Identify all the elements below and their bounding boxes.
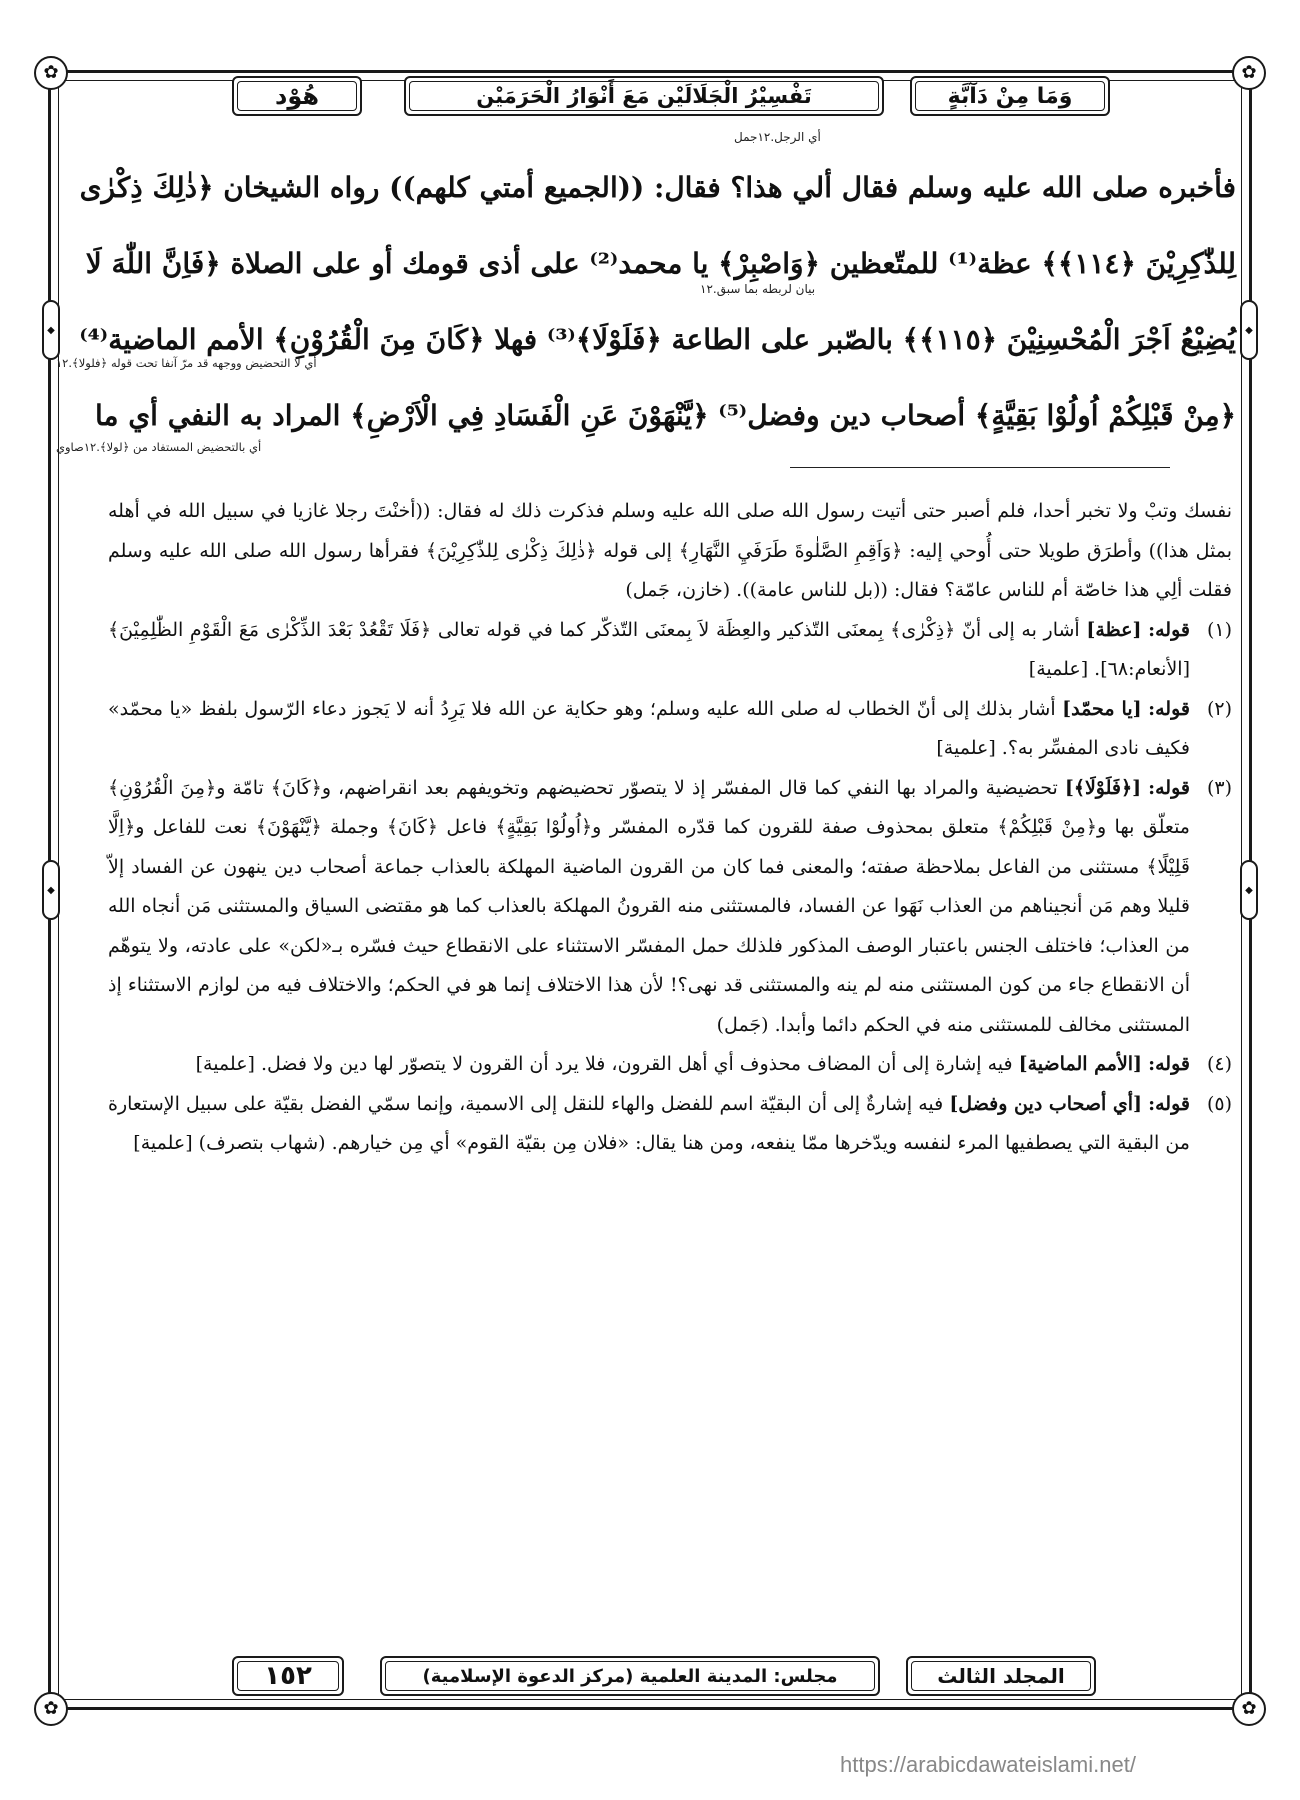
footnote-lead: قوله: [1148, 697, 1190, 720]
footnote-lead: قوله: [1148, 1053, 1190, 1075]
footnote-item [108, 1045, 1232, 1085]
footnote-item [108, 769, 1232, 1046]
corner-ornament-bottom-left: ✿ [34, 1692, 68, 1726]
gloss-note-1: أي الرجل.١٢جمل [734, 130, 821, 144]
footer-page-number [232, 1656, 344, 1696]
footnote-lemma: [الأمم الماضية] [1018, 1053, 1143, 1075]
footnote-lead: قوله: [1148, 776, 1190, 799]
footnote-item [108, 690, 1232, 769]
footnote-body [108, 611, 1190, 690]
footnote-number: (٢) [1206, 697, 1232, 720]
header-title-text: تَفْسِيْرُ الْجَلَالَيْن مَعَ أَنْوَارُ الْحَرَمَيْن [476, 84, 812, 108]
footnote-body [108, 690, 1190, 769]
footnote-number: (١) [1206, 618, 1232, 641]
footer-publisher [380, 1656, 880, 1696]
corner-ornament-top-right: ✿ [1232, 56, 1266, 90]
footnote-number: (٥) [1206, 1092, 1232, 1115]
footnote-lemma: [﴿فَلَوْلَا﴾] [1064, 776, 1142, 799]
intro-paragraph: نفسك وتبْ ولا تخبر أحدا، فلم أصبر حتى أتيت رسول الله صلى الله عليه وسلم فذكرت ذلك له فقال: ((أخنْتَ رجلا غازيا في سبيل الله في أهله بمثل هذا)) وأطرَق طويلا حتى أُوحي إليه: ﴿وَاَقِمِ الصَّلٰوةَ طَرَفَيِ النَّهَارِ﴾ إلى قوله ﴿ذٰلِكَ ذِكْرٰى لِلذّٰكِرِيْنَ﴾ فقرأها رسول الله صلى الله عليه وسلم فقلت ألِي هذا خاصّة أم للناس عامّة؟ فقال: ((بل للناس عامة)). (خازن، جَمل) [108, 500, 1232, 601]
footnote-text: تحضيضية والمراد بها النفي كما قال المفسّر إذ لا يتصوّر تحضيضهم وتخويفهم بعد انقراضهم، و﴿كَانَ﴾ تامّة و﴿مِنَ الْقُرُوْنِ﴾ متعلّق بها و﴿مِنْ قَبْلِكُمْ﴾ متعلق بمحذوف صفة للقرون كما قدّره المفسّر و﴿اُولُوْا بَقِيَّةٍ﴾ فاعل ﴿كَانَ﴾ وجملة ﴿يَّنْهَوْنَ﴾ نعت للفاعل و﴿اِلَّا قَلِيْلًا﴾ مستثنى من الفاعل بملاحظة صفته؛ والمعنى فما كان من القرون الماضية المهلكة بالعذاب جماعة أصحاب دين ينهون عن الفساد إلاّ قليلا وهم مَن أنجيناهم من العذاب نَهَوا عن الفساد، فالمستثنى منه القرونُ المهلكة بالعذاب كما هو مقتضى السياق والمستثنى مَن أنجاه الله من العذاب؛ فاختلف الجنس باعتبار الوصف المذكور فلذلك حمل المفسّر الاستثناء على الانقطاع حيث فسّره بـ«لكن» على عادته، ولا يتوهّم أن الانقطاع جاء من كون المستثنى منه لم ينه والمستثنى قد نهى؟! لأن هذا الاختلاف إنما هو في الحكم؛ والاختلاف فيه من لوازم الاستثناء إذ المستثنى مخالف للمستثنى منه في الحكم دائما وأبدا. (جَمل) [108, 776, 1190, 1036]
main-line-1: فأخبره صلى الله عليه وسلم فقال ألي هذا؟ فقال: ((الجميع أمتي كلهم)) رواه الشيخان ﴿ذٰلِكَ ذِكْرٰى [79, 171, 1236, 204]
gloss-note-4: أي بالتحضيض المستفاد من ﴿لولا﴾.١٢صاوي [56, 440, 262, 454]
side-ornament-right: ◆ [1240, 860, 1258, 920]
footnote-lemma: [عظة] [1086, 618, 1142, 641]
footnote-separator [790, 467, 1170, 468]
publisher-text: مجلس: المدينة العلمية (مركز الدعوة الإسلامية) [422, 1665, 838, 1687]
main-line-3: يُضِيْعُ اَجْرَ الْمُحْسِنِيْنَ ﴿١١٥﴾﴾ بالصّبر على الطاعة ﴿فَلَوْلَا﴾⁽³⁾ فهلا ﴿كَانَ مِنَ الْقُرُوْنِ﴾ الأمم الماضية⁽⁴⁾ [79, 323, 1236, 356]
footnote-text: فيه إشارةٌ إلى أن البقيّة اسم للفضل والهاء للنقل إلى الاسمية، وإنما سمّي الفضل بقيّة على سبيل الإستعارة من البقية التي يصطفيها المرء لنفسه ويدّخرها ممّا ينفعه، ومن هنا يقال: «فلان مِن بقيّة القوم» أي مِن خيارهم. (شهاب بتصرف) [علمية] [108, 1092, 1190, 1154]
header-sura-text: هُوْد [275, 82, 320, 110]
commentary-section [108, 492, 1232, 1164]
footnote-number: (٤) [1206, 1053, 1232, 1075]
footnote-text: فيه إشارة إلى أن المضاف محذوف أي أهل القرون، فلا يرد أن القرون لا يتصوّر لها دين ولا فضل. [علمية] [195, 1053, 1013, 1075]
page-number-text: ١٥٢ [264, 1661, 312, 1691]
volume-text: المجلد الثالث [937, 1664, 1065, 1688]
watermark-url: https://arabicdawateislami.net/ [840, 1752, 1136, 1777]
header-sura-name [232, 76, 362, 116]
main-line-4: ﴿مِنْ قَبْلِكُمْ اُولُوْا بَقِيَّةٍ﴾ أصحاب دين وفضل⁽⁵⁾ ﴿يَّنْهَوْنَ عَنِ الْفَسَادِ فِي الْاَرْضِ﴾ المراد به النفي أي ما [94, 399, 1236, 432]
footnote-text: أشار بذلك إلى أنّ الخطاب له صلى الله عليه وسلم؛ وهو حكاية عن الله فلا يَرِدُ أنه لا يَجوز دعاء الرّسول بلفظ «يا محمّد» فكيف نادى المفسِّر به؟. [علمية] [108, 697, 1190, 759]
header-ayah-text: وَمَا مِنْ دَآبَّةٍ [947, 83, 1073, 109]
footer-volume [906, 1656, 1096, 1696]
footnote-lemma: [أي أصحاب دين وفضل] [949, 1092, 1143, 1115]
gloss-note-3: أي لا التحضيض ووجهه قد مرّ آنفا تحت قوله ﴿فلولا﴾.١٢ [56, 356, 317, 370]
footnote-body [108, 1045, 1190, 1085]
main-line-2: لِلذّٰكِرِيْنَ ﴿١١٤﴾﴾ عظة⁽¹⁾ للمتّعظين ﴿وَاصْبِرْ﴾ يا محمد⁽²⁾ على أذى قومك أو على الصلاة ﴿فَاِنَّ اللّٰهَ لَا [85, 247, 1236, 280]
header-ayah-start [910, 76, 1110, 116]
side-ornament-left-2: ◆ [42, 300, 60, 360]
footnote-lead: قوله: [1148, 618, 1190, 641]
footnote-lead: قوله: [1148, 1092, 1190, 1115]
header-book-title [404, 76, 884, 116]
side-ornament-left: ◆ [42, 860, 60, 920]
footnote-item [108, 1085, 1232, 1164]
footnote-item [108, 611, 1232, 690]
footnote-lemma: [يا محمّد] [1062, 697, 1142, 720]
footnote-number: (٣) [1206, 776, 1232, 799]
gloss-note-2: بيان لربطه بما سبق.١٢ [700, 282, 816, 296]
corner-ornament-top-left: ✿ [34, 56, 68, 90]
corner-ornament-bottom-right: ✿ [1232, 1692, 1266, 1726]
footnote-body [108, 1085, 1190, 1164]
footnote-body [108, 769, 1190, 1046]
footnote-text: أشار به إلى أنّ ﴿ذِكْرٰى﴾ بِمعنَى التّذكير والعِظَة لاَ بِمعنَى التّذكّر كما في قوله تعالى ﴿فَلَا تَقْعُدْ بَعْدَ الذِّكْرٰى مَعَ الْقَوْمِ الظّٰلِمِيْنَ﴾ [الأنعام:٦٨]. [علمية] [108, 618, 1190, 680]
main-tafsir-text [79, 150, 1236, 454]
side-ornament-right-2: ◆ [1240, 300, 1258, 360]
